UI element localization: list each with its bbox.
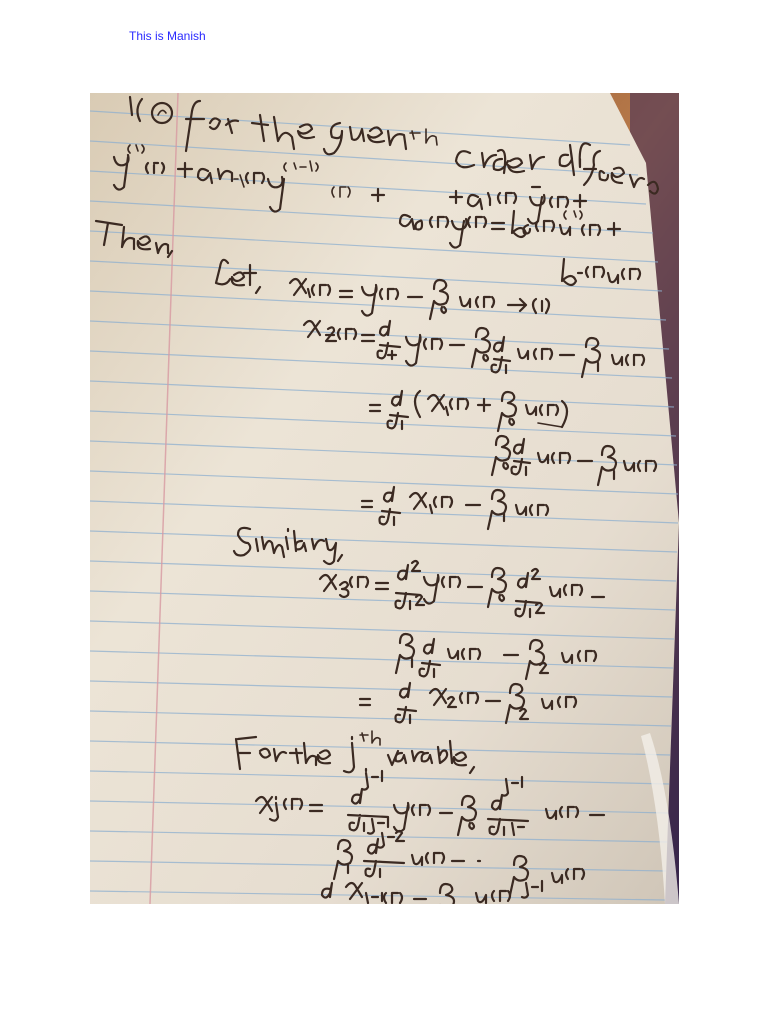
document-header-text: This is Manish: [129, 29, 206, 43]
handwritten-notes-photo: [90, 93, 679, 904]
notebook-page-svg: [90, 93, 679, 904]
